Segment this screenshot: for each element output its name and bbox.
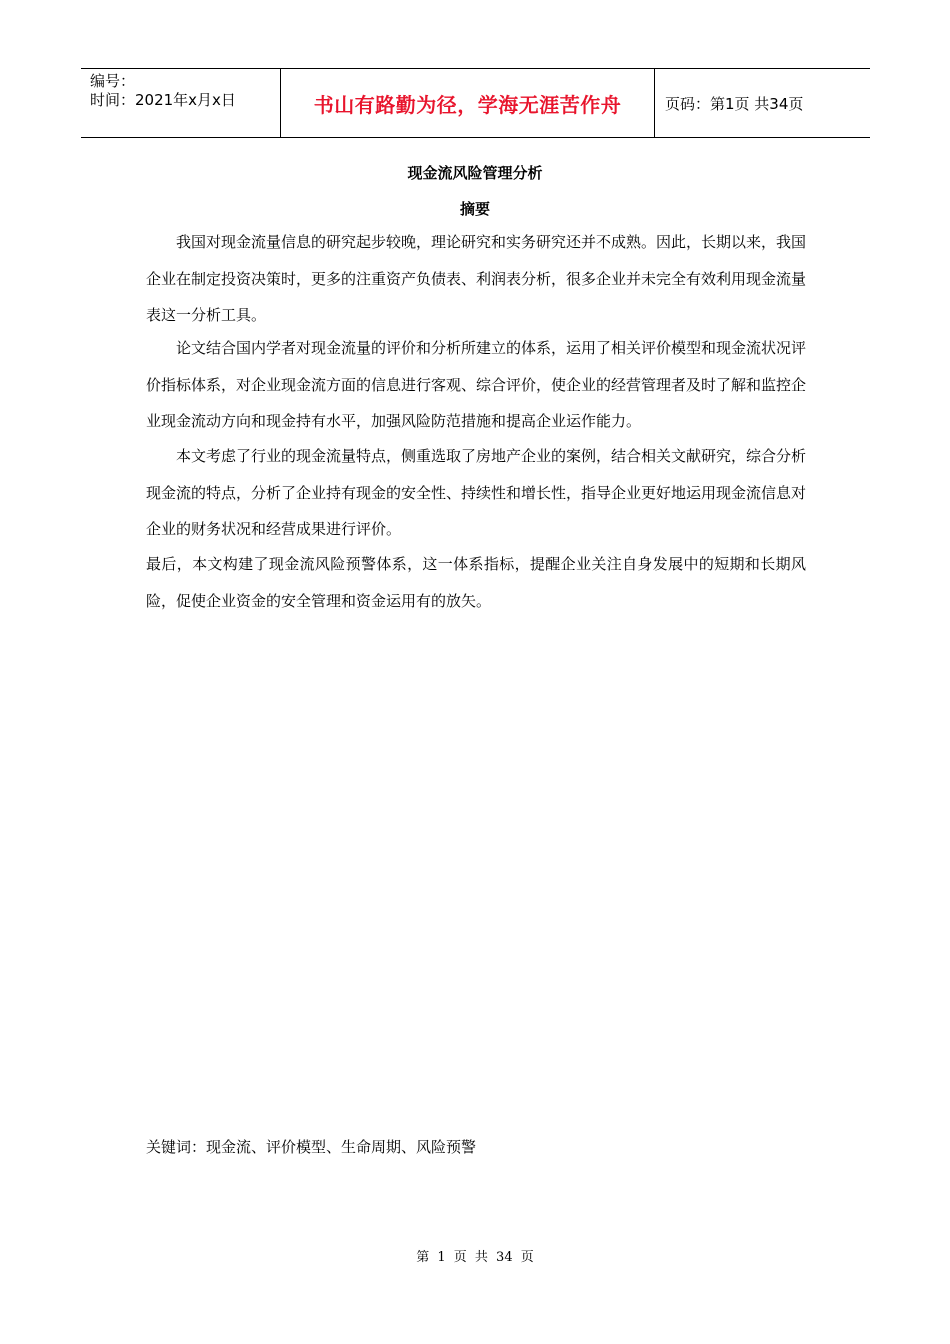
keywords-line: 关键词：现金流、评价模型、生命周期、风险预警 xyxy=(146,1138,477,1156)
abstract-heading: 摘要 xyxy=(459,200,490,218)
abstract-paragraph-1: 我国对现金流量信息的研究起步较晚，理论研究和实务研究还并不成熟。因此，长期以来，我国企业在制定投资决策时，更多的注重资产负债表、利润表分析，很多企业并未完全有效利用现金流量表这一分析工具。 xyxy=(146,233,807,324)
header-page-code: 页码：第1页 共34页 xyxy=(665,94,804,113)
page-footer: 第 1 页 共 34 页 xyxy=(416,1250,534,1265)
document-date-label: 时间：2021年x月x日 xyxy=(90,91,236,109)
document-number-label: 编号： xyxy=(90,72,136,90)
abstract-paragraph-3: 本文考虑了行业的现金流量特点，侧重选取了房地产企业的案例，结合相关文献研究，综合分析现金流的特点，分析了企业持有现金的安全性、持续性和增长性，指导企业更好地运用现金流信息对企业的财务状况和经营成果进行评价。 xyxy=(146,447,807,538)
abstract-paragraph-4: 最后，本文构建了现金流风险预警体系，这一体系指标，提醒企业关注自身发展中的短期和长期风险，促使企业资金的安全管理和资金运用有的放矢。 xyxy=(146,555,806,610)
abstract-paragraph-2: 论文结合国内学者对现金流量的评价和分析所建立的体系，运用了相关评价模型和现金流状况评价指标体系，对企业现金流方面的信息进行客观、综合评价，使企业的经营管理者及时了解和监控企业现金流动方向和现金持有水平，加强风险防范措施和提高企业运作能力。 xyxy=(146,339,807,430)
header-motto: 书山有路勤为径，学海无涯苦作舟 xyxy=(281,69,655,137)
header-meta-cell xyxy=(81,69,281,137)
document-header-table xyxy=(81,68,870,138)
document-title: 现金流风险管理分析 xyxy=(407,164,543,182)
